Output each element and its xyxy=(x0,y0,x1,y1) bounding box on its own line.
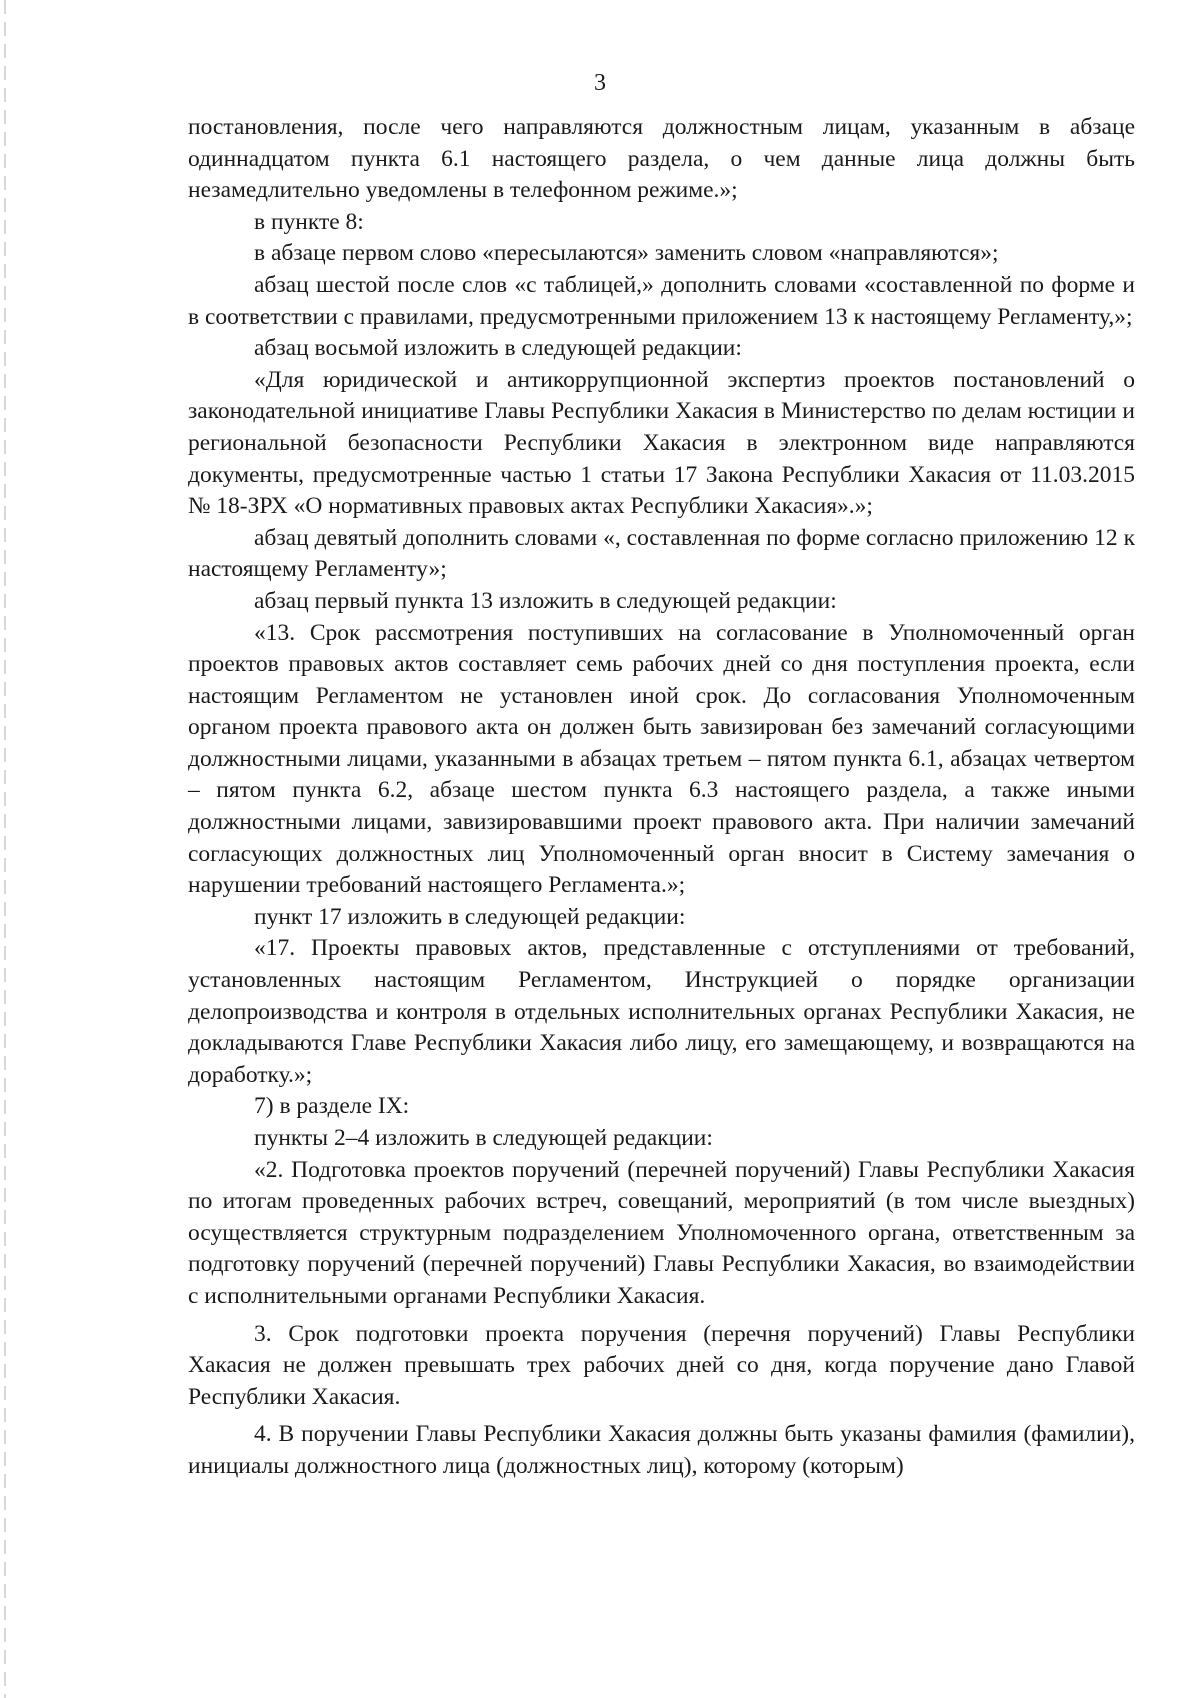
paragraph-6: «Для юридической и антикоррупционной экспертиз проектов постановлений о законодательной инициативе Главы Республики Хакасия в Министерство по делам юстиции и региональной безопасности Республики Хакасия в электронном виде направляются документы, предусмотренные частью 1 статьи 17 Закона Республики Хакасия от 11.03.2015 № 18-ЗРХ «О нормативных правовых актах Республики Хакасия».»; xyxy=(188,366,1135,520)
paragraph-4: абзац шестой после слов «с таблицей,» дополнить словами «составленной по форме и в соответствии с правилами, предусмотренными приложением 13 к настоящему Регламенту,»; xyxy=(188,271,1135,330)
document-body xyxy=(188,112,1135,1483)
paragraph-7: абзац девятый дополнить словами «, составленная по форме согласно приложению 12 к настоящему Регламенту»; xyxy=(188,524,1135,583)
paragraph-16: 4. В поручении Главы Республики Хакасия должны быть указаны фамилия (фамилии), инициалы должностного лица (должностных лиц), которому (которым) xyxy=(188,1421,1135,1479)
page-number: 3 xyxy=(594,70,606,96)
paragraph-9: «13. Срок рассмотрения поступивших на согласование в Уполномоченный орган проектов правовых актов составляет семь рабочих дней со дня поступления проекта, если настоящим Регламентом не установлен иной срок. До согласования Уполномоченным органом проекта правового акта он должен быть завизирован без замечаний согласующими должностными лицами, указанными в абзацах третьем – пятом пункта 6.1, абзацах четвертом – пятом пункта 6.2, абзаце шестом пункта 6.3 настоящего раздела, а также иными должностными лицами, завизировавшими проект правового акта. При наличии замечаний согласующих должностных лиц Уполномоченный орган вносит в Систему замечания о нарушении требований настоящего Регламента.»; xyxy=(188,619,1135,899)
paragraph-10: пункт 17 изложить в следующей редакции: xyxy=(254,903,686,930)
paragraph-1: постановления, после чего направляются должностным лицам, указанным в абзаце одиннадцатом пункта 6.1 настоящего раздела, о чем данные лица должны быть незамедлительно уведомлены в телефонном режиме.»; xyxy=(188,114,1135,204)
paragraph-2: в пункте 8: xyxy=(254,208,364,235)
paragraph-11: «17. Проекты правовых актов, представленные с отступлениями от требований, установленных настоящим Регламентом, Инструкцией о порядке организации делопроизводства и контроля в отдельных исполнительных органах Республики Хакасия, не докладываются Главе Республики Хакасия либо лицу, его замещающему, и возвращаются на доработку.»; xyxy=(188,935,1135,1088)
paragraph-15: 3. Срок подготовки проекта поручения (перечня поручений) Главы Республики Хакасия не должен превышать трех рабочих дней со дня, когда поручение дано Главой Республики Хакасия. xyxy=(188,1320,1135,1410)
paragraph-3: в абзаце первом слово «пересылаются» заменить словом «направляются»; xyxy=(254,240,999,267)
paragraph-5: абзац восьмой изложить в следующей редакции: xyxy=(254,335,742,362)
paragraph-14: «2. Подготовка проектов поручений (перечней поручений) Главы Республики Хакасия по итогам проведенных рабочих встреч, совещаний, мероприятий (в том числе выездных) осуществляется структурным подразделением Уполномоченного органа, ответственным за подготовку поручений (перечней поручений) Главы Республики Хакасия, во взаимодействии с исполнительными органами Республики Хакасия. xyxy=(188,1156,1135,1309)
paragraph-8: абзац первый пункта 13 изложить в следующей редакции: xyxy=(254,587,837,614)
paragraph-13: пункты 2–4 изложить в следующей редакции: xyxy=(254,1125,713,1151)
paragraph-12: 7) в разделе IX: xyxy=(254,1093,410,1120)
scan-edge-artifact xyxy=(4,0,6,1698)
